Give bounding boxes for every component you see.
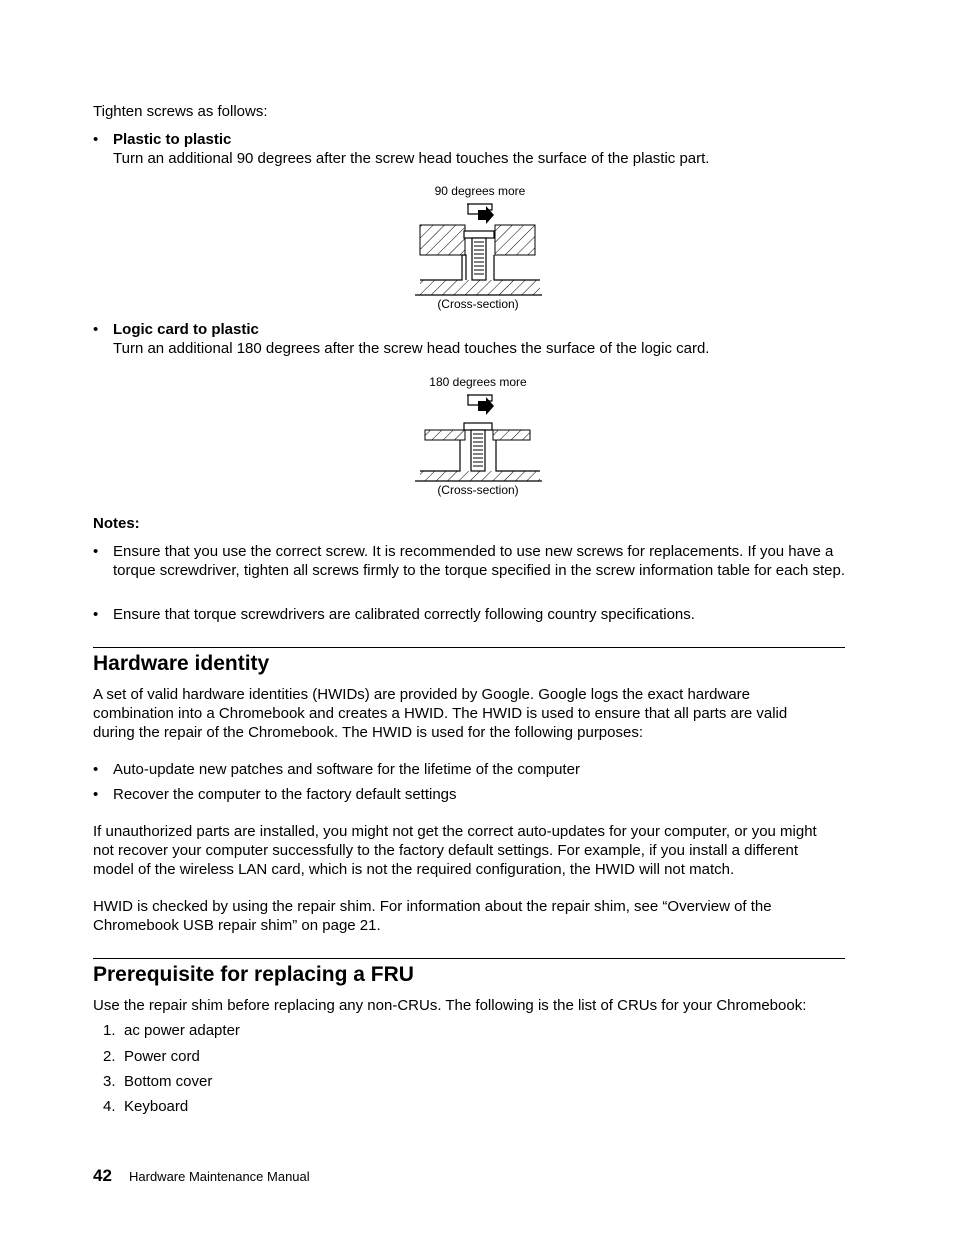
rotate-arrow-icon	[467, 204, 494, 224]
bullet-marker: •	[93, 606, 99, 623]
item-title-plastic: Plastic to plastic	[113, 131, 232, 148]
figure-caption-180: 180 degrees more	[429, 375, 527, 389]
note-item: Ensure that torque screwdrivers are calibrated correctly following country specifications.	[113, 606, 695, 623]
item-text-logic-card: Turn an additional 180 degrees after the screw head touches the surface of the logic card.	[113, 340, 710, 357]
page-number: 42	[93, 1166, 112, 1185]
note-item: Ensure that you use the correct screw. It is recommended to use new screws for replacements. If you have a torque screwdriver, tighten all screws firmly to the torque specified in the screw information table for each step.	[113, 543, 846, 579]
hwid-purpose-item: Recover the computer to the factory default settings	[113, 786, 457, 803]
bullet-marker: •	[93, 543, 99, 560]
item-title-logic-card: Logic card to plastic	[113, 321, 259, 338]
rotate-arrow-icon	[467, 395, 494, 415]
list-item-number: 1.	[103, 1022, 116, 1039]
section-divider	[93, 958, 845, 959]
screw-figure-180	[410, 371, 550, 501]
figure-sub-90: (Cross-section)	[437, 297, 519, 311]
bullet-marker: •	[93, 786, 99, 803]
section-heading-prerequisite: Prerequisite for replacing a FRU	[93, 963, 414, 986]
hwid-paragraph-2: If unauthorized parts are installed, you might not get the correct auto-updates for your computer, or you might not recover your computer successfully to the factory default settings. For example, if you install a different model of the wireless LAN card, which is not the required configuration, the HWID will not match.	[93, 823, 817, 878]
cru-list-item: Keyboard	[124, 1098, 189, 1115]
figure-caption-90: 90 degrees more	[434, 184, 526, 198]
bullet-marker: •	[93, 321, 99, 338]
screw-figure-90	[410, 180, 550, 315]
cru-list-item: Power cord	[124, 1048, 200, 1065]
figure-sub-180: (Cross-section)	[437, 483, 519, 497]
hwid-paragraph-3: HWID is checked by using the repair shim. For information about the repair shim, see “Overview of the Chromebook USB repair shim” on page 21.	[93, 898, 772, 934]
list-item-number: 4.	[103, 1098, 116, 1115]
footer-title: Hardware Maintenance Manual	[129, 1169, 310, 1184]
cru-list-item: ac power adapter	[124, 1022, 240, 1039]
intro-text: Tighten screws as follows:	[93, 103, 268, 120]
prerequisite-intro: Use the repair shim before replacing any non-CRUs. The following is the list of CRUs for your Chromebook:	[93, 997, 807, 1014]
item-text-plastic: Turn an additional 90 degrees after the screw head touches the surface of the plastic part.	[113, 150, 710, 167]
list-item-number: 3.	[103, 1073, 116, 1090]
hwid-paragraph-1: A set of valid hardware identities (HWIDs) are provided by Google. Google logs the exact hardware combination into a Chromebook and creates a HWID. The HWID is used to ensure that all parts are valid during the repair of the Chromebook. The HWID is used for the following purposes:	[93, 686, 788, 741]
hwid-purpose-item: Auto-update new patches and software for the lifetime of the computer	[113, 761, 580, 778]
section-heading-hardware-identity: Hardware identity	[93, 652, 270, 675]
notes-heading: Notes:	[93, 515, 140, 532]
bullet-marker: •	[93, 131, 99, 148]
bullet-marker: •	[93, 761, 99, 778]
section-divider	[93, 647, 845, 648]
cru-list-item: Bottom cover	[124, 1073, 213, 1090]
list-item-number: 2.	[103, 1048, 116, 1065]
